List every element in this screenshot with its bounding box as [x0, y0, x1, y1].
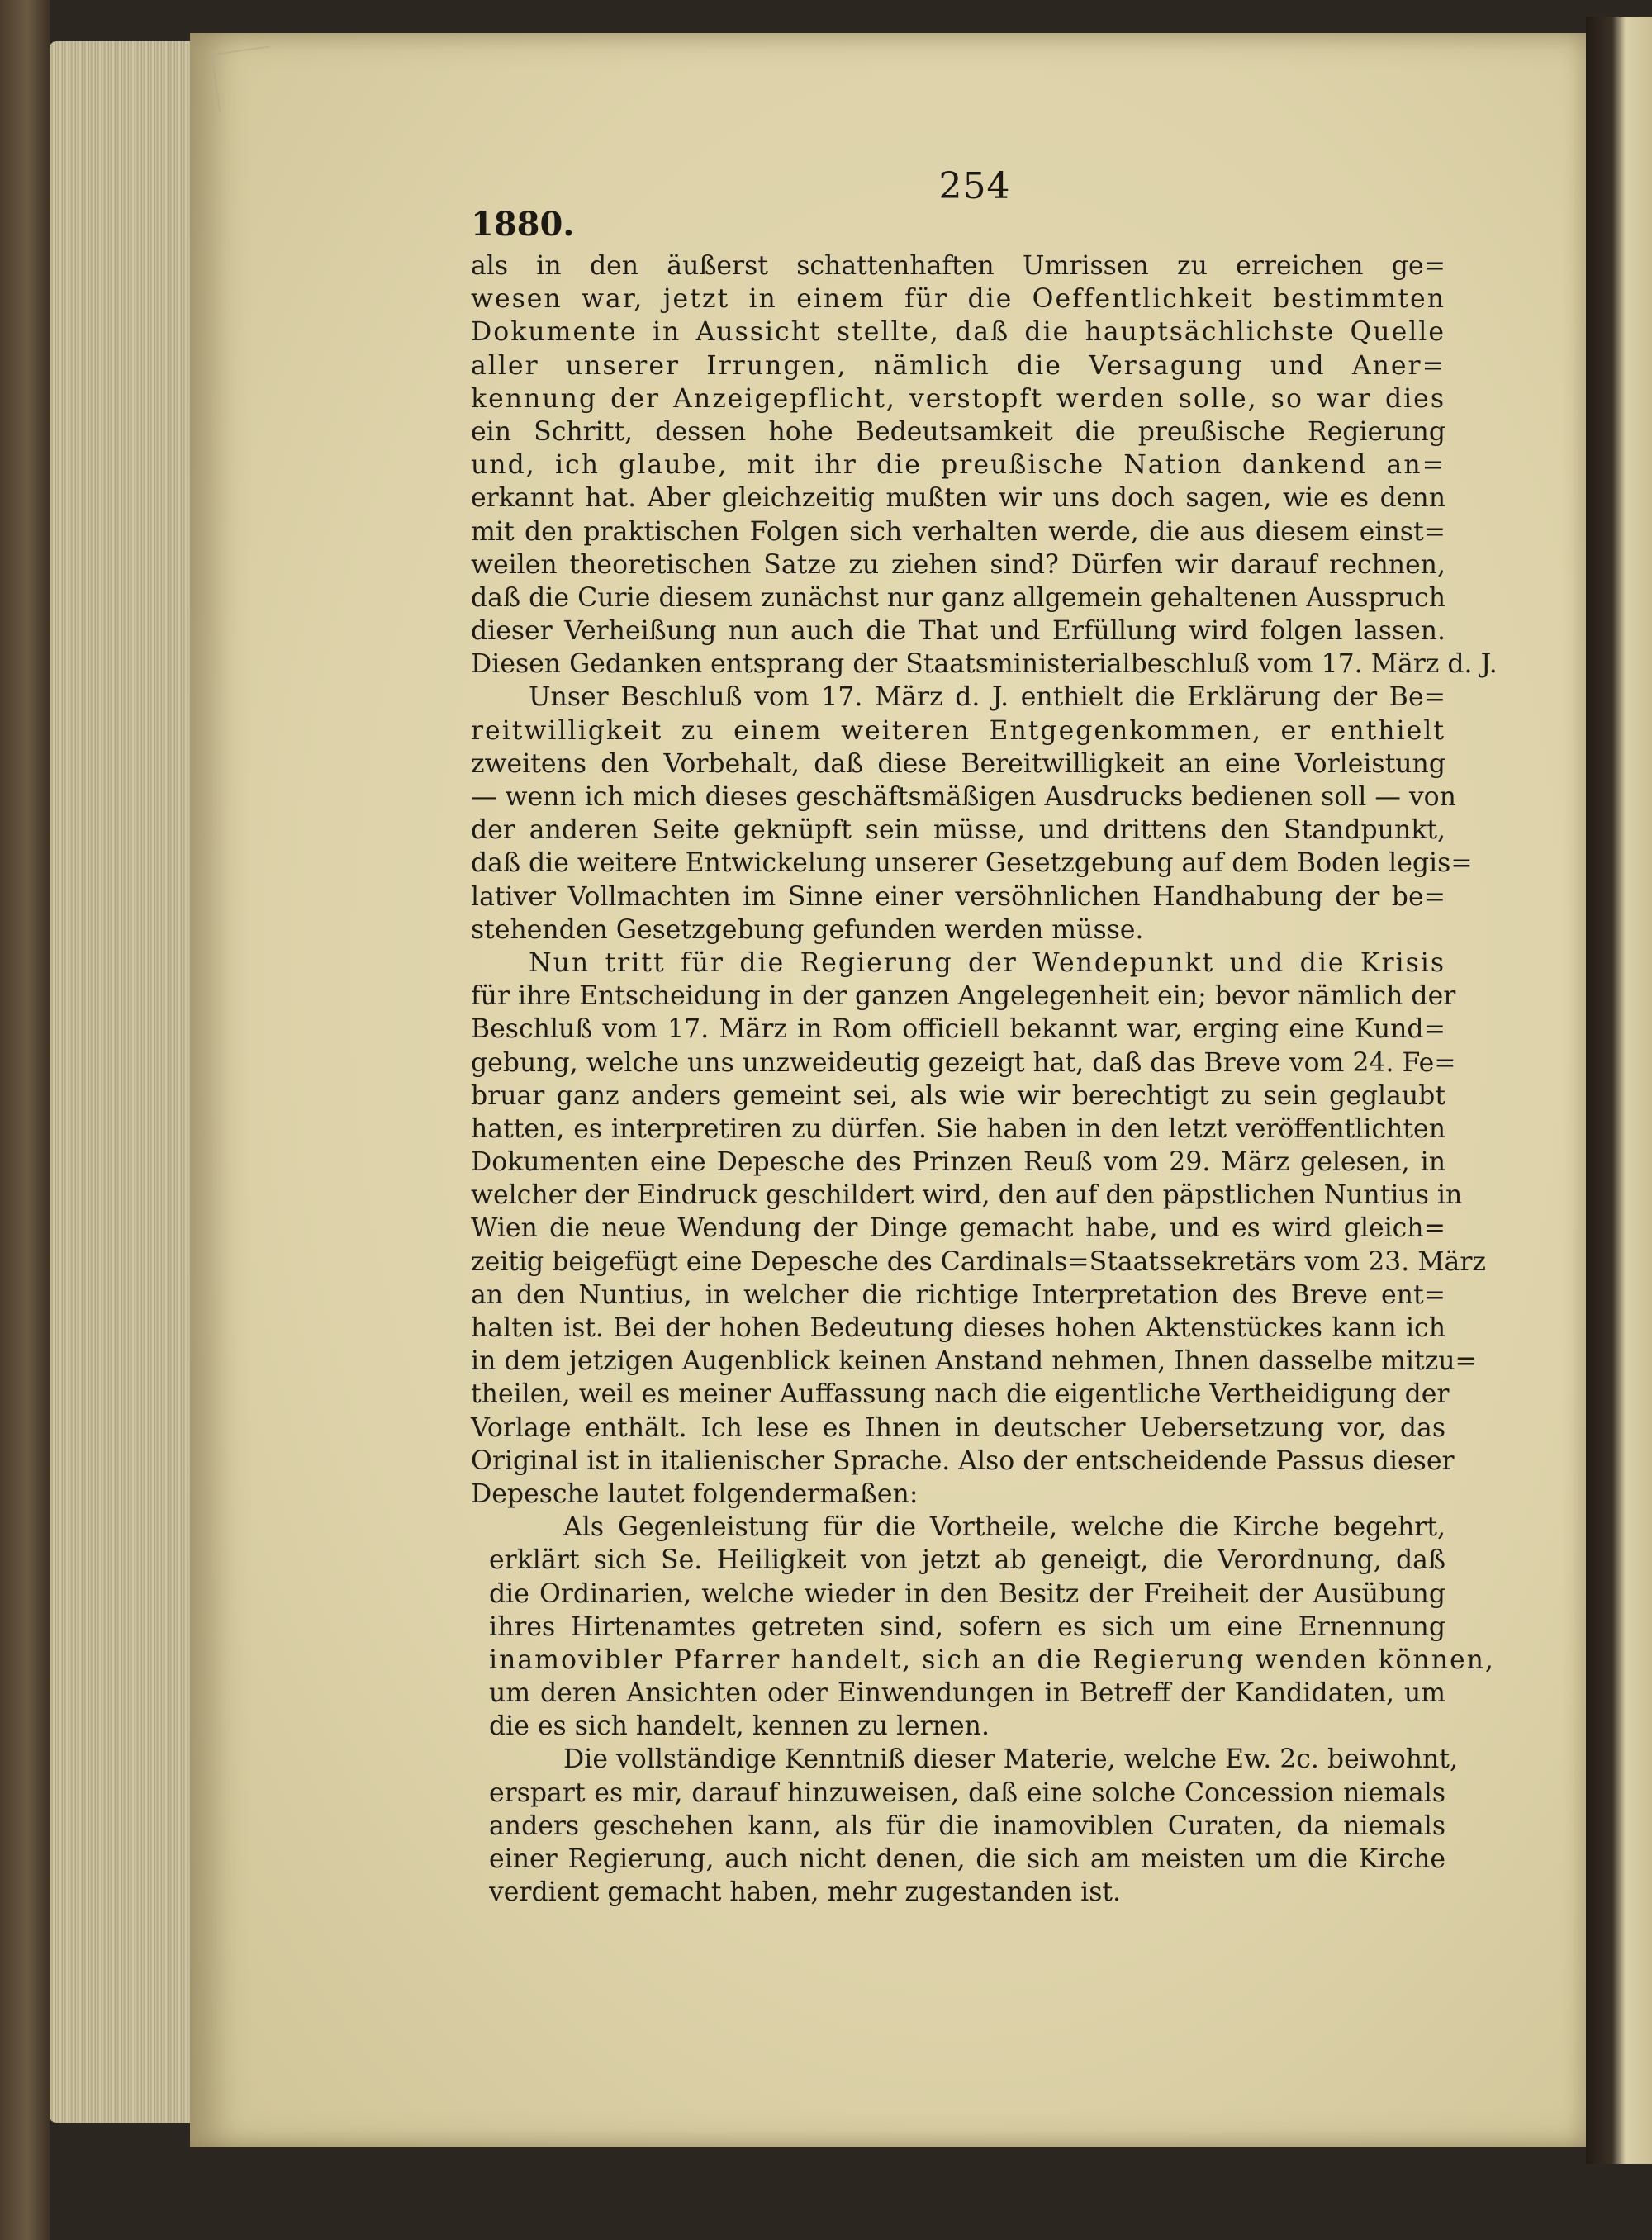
text-line: und, ich glaube, mit ihr die preußische Nation dankend an= [471, 450, 1446, 481]
text-line: weilen theoretischen Satze zu ziehen sind? Dürfen wir darauf rechnen, [471, 549, 1446, 580]
text-line: der anderen Seite geknüpft sein müsse, und drittens den Standpunkt, [471, 815, 1446, 846]
page-stack-edge [50, 41, 198, 2123]
text-line: für ihre Entscheidung in der ganzen Angelegenheit ein; bevor nämlich der [471, 981, 1456, 1012]
text-line: welcher der Eindruck geschildert wird, den auf den päpstlichen Nuntius in [471, 1180, 1463, 1211]
quote-line: verdient gemacht haben, mehr zugestanden ist. [489, 1877, 1122, 1908]
text-line: Original ist in italienischer Sprache. Also der entscheidende Passus dieser [471, 1445, 1455, 1476]
quote-line: inamovibler Pfarrer handelt, sich an die Regierung wenden können, [489, 1644, 1495, 1675]
text-line: ein Schritt, dessen hohe Bedeutsamkeit die preußische Regierung [471, 416, 1446, 447]
quote-line: erklärt sich Se. Heiligkeit von jetzt ab geneigt, die Verordnung, daß [489, 1545, 1446, 1576]
text-line: daß die Curie diesem zunächst nur ganz allgemein gehaltenen Ausspruch [471, 582, 1446, 613]
text-line: an den Nuntius, in welcher die richtige Interpretation des Breve ent= [471, 1279, 1446, 1310]
quote-line: ihres Hirtenamtes getreten sind, sofern es sich um eine Ernennung [489, 1611, 1446, 1642]
text-line: aller unserer Irrungen, nämlich die Versagung und Aner= [471, 350, 1446, 381]
text-line: als in den äußerst schattenhaften Umrissen zu erreichen ge= [471, 251, 1446, 281]
text-line: mit den praktischen Folgen sich verhalten werde, die aus diesem einst= [471, 516, 1446, 547]
text-line: hatten, es interpretiren zu dürfen. Sie haben in den letzt veröffentlichten [471, 1113, 1446, 1144]
text-line: kennung der Anzeigepflicht, verstopft werden solle, so war dies [471, 383, 1446, 414]
text-line: erkannt hat. Aber gleichzeitig mußten wir uns doch sagen, wie es denn [471, 483, 1446, 514]
quote-line: Die vollständige Kenntniß dieser Materie, welche Ew. 2c. beiwohnt, [563, 1744, 1458, 1775]
text-line: gebung, welche uns unzweideutig gezeigt hat, daß das Breve vom 24. Fe= [471, 1047, 1456, 1078]
quote-line: die Ordinarien, welche wieder in den Besitz der Freiheit der Ausübung [489, 1578, 1446, 1609]
page-number: 254 [938, 165, 1011, 207]
text-line: Vorlage enthält. Ich lese es Ihnen in deutscher Uebersetzung vor, das [471, 1412, 1446, 1443]
quote-line: die es sich handelt, kennen zu lernen. [489, 1711, 990, 1742]
text-line: Wien die neue Wendung der Dinge gemacht habe, und es wird gleich= [471, 1213, 1446, 1244]
paragraph-start-line: Nun tritt für die Regierung der Wendepunkt und die Krisis [529, 947, 1446, 978]
facing-page-edge [1586, 17, 1652, 2164]
text-line: Dokumenten eine Depesche des Prinzen Reuß vom 29. März gelesen, in [471, 1147, 1446, 1178]
page-corner-fold [211, 45, 278, 112]
quote-line: erspart es mir, darauf hinzuweisen, daß eine solche Concession niemals [489, 1777, 1446, 1808]
quote-line: einer Regierung, auch nicht denen, die sich am meisten um die Kirche [489, 1844, 1446, 1874]
quote-line: um deren Ansichten oder Einwendungen in Betreff der Kandidaten, um [489, 1678, 1446, 1709]
quote-line: Als Gegenleistung für die Vortheile, welche die Kirche begehrt, [563, 1512, 1446, 1543]
text-line: halten ist. Bei der hohen Bedeutung dieses hohen Aktenstückes kann ich [471, 1313, 1446, 1343]
text-line: Diesen Gedanken entsprang der Staatsministerialbeschluß vom 17. März d. J. [471, 649, 1498, 680]
text-line: — wenn ich mich dieses geschäftsmäßigen Ausdrucks bedienen soll — von [471, 782, 1456, 812]
text-line: Dokumente in Aussicht stellte, daß die hauptsächlichste Quelle [471, 317, 1446, 348]
quoted-passage [489, 1511, 1495, 1909]
text-line: bruar ganz anders gemeint sei, als wie wir berechtigt zu sein geglaubt [471, 1080, 1446, 1111]
text-line: theilen, weil es meiner Auffassung nach die eigentliche Vertheidigung der [471, 1379, 1450, 1410]
book-cover-edge [0, 0, 50, 2240]
text-line: zeitig beigefügt eine Depesche des Cardinals=Staatssekretärs vom 23. März [471, 1246, 1486, 1277]
text-line: Depesche lautet folgendermaßen: [471, 1478, 919, 1509]
text-line: stehenden Gesetzgebung gefunden werden müsse. [471, 914, 1144, 945]
main-text [471, 249, 1498, 1909]
text-line: reitwilligkeit zu einem weiteren Entgegenkommen, er enthielt [471, 715, 1446, 746]
text-line: daß die weitere Entwickelung unserer Gesetzgebung auf dem Boden legis= [471, 848, 1473, 879]
text-line: lativer Vollmachten im Sinne einer versöhnlichen Handhabung der be= [471, 881, 1446, 912]
text-line: in dem jetzigen Augenblick keinen Anstand nehmen, Ihnen dasselbe mitzu= [471, 1346, 1477, 1377]
text-line: dieser Verheißung nun auch die That und Erfüllung wird folgen lassen. [471, 616, 1446, 647]
text-line: zweitens den Vorbehalt, daß diese Bereitwilligkeit an eine Vorleistung [471, 748, 1446, 779]
quote-line: anders geschehen kann, als für die inamoviblen Curaten, da niemals [489, 1811, 1446, 1841]
paragraph-start-line: Unser Beschluß vom 17. März d. J. enthielt die Erklärung der Be= [529, 682, 1446, 713]
text-line: wesen war, jetzt in einem für die Oeffentlichkeit bestimmten [471, 284, 1446, 315]
text-line: Beschluß vom 17. März in Rom officiell bekannt war, erging eine Kund= [471, 1014, 1446, 1045]
running-head-year: 1880. [471, 205, 575, 244]
